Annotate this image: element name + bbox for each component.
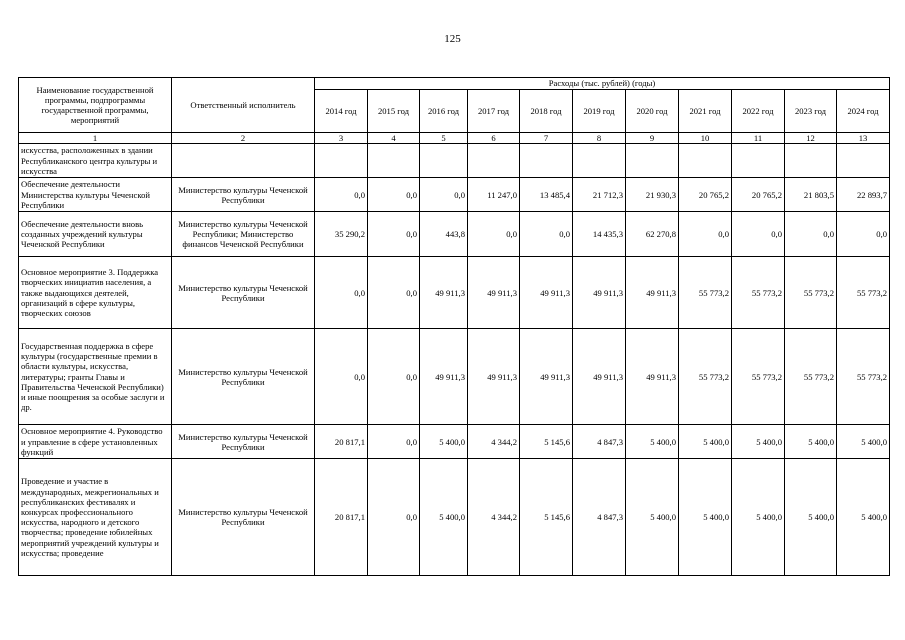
- row-value-cell: 11 247,0: [468, 178, 520, 212]
- row-value-cell: 0,0: [520, 212, 573, 257]
- row-value-cell: [732, 144, 785, 178]
- row-value-cell: 0,0: [315, 329, 368, 425]
- row-value-cell: 5 400,0: [732, 459, 785, 576]
- expenses-table: [18, 77, 890, 576]
- column-number: 10: [679, 133, 732, 144]
- row-value-cell: 0,0: [368, 178, 420, 212]
- row-value-cell: 5 400,0: [626, 459, 679, 576]
- column-number: 9: [626, 133, 679, 144]
- row-value-cell: 55 773,2: [732, 329, 785, 425]
- row-value-cell: 20 765,2: [732, 178, 785, 212]
- row-value-cell: 49 911,3: [626, 329, 679, 425]
- row-value-cell: 0,0: [368, 212, 420, 257]
- row-value-cell: 49 911,3: [573, 329, 626, 425]
- row-value-cell: 35 290,2: [315, 212, 368, 257]
- header-year: 2018 год: [520, 90, 573, 133]
- row-value-cell: 4 344,2: [468, 459, 520, 576]
- row-name-cell: Основное мероприятие 4. Руководство и управление в сфере установленных функций: [19, 425, 172, 459]
- column-number: 5: [420, 133, 468, 144]
- row-value-cell: [785, 144, 837, 178]
- row-value-cell: 0,0: [468, 212, 520, 257]
- row-value-cell: 49 911,3: [520, 329, 573, 425]
- row-value-cell: 55 773,2: [732, 257, 785, 329]
- row-value-cell: 0,0: [732, 212, 785, 257]
- row-value-cell: 55 773,2: [837, 257, 890, 329]
- row-value-cell: 5 400,0: [679, 425, 732, 459]
- table-row: [19, 144, 890, 178]
- row-executor-cell: Министерство культуры Чеченской Республики: [172, 178, 315, 212]
- column-number: 3: [315, 133, 368, 144]
- header-year: 2017 год: [468, 90, 520, 133]
- column-number: 4: [368, 133, 420, 144]
- row-value-cell: [573, 144, 626, 178]
- page-number: 125: [444, 33, 461, 45]
- row-value-cell: 14 435,3: [573, 212, 626, 257]
- row-value-cell: 21 712,3: [573, 178, 626, 212]
- row-value-cell: [420, 144, 468, 178]
- header-year: 2024 год: [837, 90, 890, 133]
- row-executor-cell: Министерство культуры Чеченской Республики: [172, 459, 315, 576]
- column-number: 1: [19, 133, 172, 144]
- row-value-cell: [837, 144, 890, 178]
- header-year: 2016 год: [420, 90, 468, 133]
- row-value-cell: [520, 144, 573, 178]
- table-body: [19, 144, 890, 576]
- row-value-cell: 20 817,1: [315, 425, 368, 459]
- header-expenses: Расходы (тыс. рублей) (годы): [315, 78, 890, 90]
- row-name-cell: Обеспечение деятельности Министерства культуры Чеченской Республики: [19, 178, 172, 212]
- row-value-cell: 21 803,5: [785, 178, 837, 212]
- row-value-cell: 443,8: [420, 212, 468, 257]
- column-number: 13: [837, 133, 890, 144]
- row-value-cell: 21 930,3: [626, 178, 679, 212]
- row-value-cell: 5 400,0: [420, 459, 468, 576]
- row-value-cell: 49 911,3: [468, 257, 520, 329]
- row-name-cell: Основное мероприятие 3. Поддержка творческих инициатив населения, а также выдающихся деятелей, организаций в сфере культуры, творческих союзов: [19, 257, 172, 329]
- row-value-cell: 5 400,0: [732, 425, 785, 459]
- table-row: [19, 459, 890, 576]
- row-value-cell: 0,0: [368, 459, 420, 576]
- column-number: 6: [468, 133, 520, 144]
- column-number: 11: [732, 133, 785, 144]
- header-name-column: Наименование государственной программы, подпрограммы государственной программы, мероприятий: [19, 78, 172, 133]
- row-value-cell: 13 485,4: [520, 178, 573, 212]
- row-value-cell: 0,0: [368, 425, 420, 459]
- row-value-cell: [468, 144, 520, 178]
- row-executor-cell: Министерство культуры Чеченской Республики: [172, 425, 315, 459]
- row-value-cell: 5 400,0: [626, 425, 679, 459]
- row-value-cell: [626, 144, 679, 178]
- header-year: 2023 год: [785, 90, 837, 133]
- table-row: [19, 212, 890, 257]
- row-value-cell: 49 911,3: [468, 329, 520, 425]
- header-year: 2022 год: [732, 90, 785, 133]
- row-value-cell: 4 847,3: [573, 459, 626, 576]
- row-value-cell: 5 400,0: [679, 459, 732, 576]
- header-year: 2015 год: [368, 90, 420, 133]
- row-value-cell: 5 400,0: [420, 425, 468, 459]
- table-row: [19, 257, 890, 329]
- row-value-cell: 55 773,2: [785, 329, 837, 425]
- table-row: [19, 178, 890, 212]
- row-value-cell: 0,0: [785, 212, 837, 257]
- row-value-cell: [315, 144, 368, 178]
- row-value-cell: [368, 144, 420, 178]
- row-value-cell: 5 145,6: [520, 425, 573, 459]
- column-number-row: [19, 133, 890, 144]
- row-value-cell: 55 773,2: [837, 329, 890, 425]
- row-value-cell: 55 773,2: [785, 257, 837, 329]
- table-row: [19, 425, 890, 459]
- row-value-cell: 5 400,0: [785, 459, 837, 576]
- column-number: 12: [785, 133, 837, 144]
- row-executor-cell: Министерство культуры Чеченской Республики: [172, 257, 315, 329]
- header-year: 2020 год: [626, 90, 679, 133]
- row-name-cell: Проведение и участие в международных, межрегиональных и республиканских фестивалях и конкурсах профессионального искусства, народного и детского творчества; проведение юбилейных мероприятий учреждений культуры и искусства; проведение: [19, 459, 172, 576]
- row-value-cell: 49 911,3: [420, 329, 468, 425]
- row-value-cell: 4 847,3: [573, 425, 626, 459]
- row-value-cell: 20 817,1: [315, 459, 368, 576]
- column-number: 7: [520, 133, 573, 144]
- row-value-cell: 55 773,2: [679, 257, 732, 329]
- row-value-cell: 0,0: [368, 257, 420, 329]
- header-year: 2014 год: [315, 90, 368, 133]
- row-name-cell: Государственная поддержка в сфере культуры (государственные премии в области культуры, искусства, литературы; гранты Главы и Правительства Чеченской Республики) и иные поощрения за особые заслуги и др.: [19, 329, 172, 425]
- row-value-cell: [679, 144, 732, 178]
- row-name-cell: искусства, расположенных в здании Республиканского центра культуры и искусства: [19, 144, 172, 178]
- row-executor-cell: Министерство культуры Чеченской Республики: [172, 329, 315, 425]
- header-executor-column: Ответственный исполнитель: [172, 78, 315, 133]
- row-value-cell: 0,0: [315, 178, 368, 212]
- row-value-cell: 5 400,0: [837, 459, 890, 576]
- row-value-cell: 0,0: [837, 212, 890, 257]
- table-row: [19, 329, 890, 425]
- row-value-cell: 0,0: [679, 212, 732, 257]
- row-value-cell: 49 911,3: [420, 257, 468, 329]
- row-value-cell: 49 911,3: [520, 257, 573, 329]
- header-year: 2021 год: [679, 90, 732, 133]
- row-value-cell: 5 400,0: [837, 425, 890, 459]
- row-value-cell: 49 911,3: [626, 257, 679, 329]
- row-value-cell: 62 270,8: [626, 212, 679, 257]
- row-value-cell: 5 400,0: [785, 425, 837, 459]
- row-value-cell: 22 893,7: [837, 178, 890, 212]
- row-value-cell: 5 145,6: [520, 459, 573, 576]
- header-year: 2019 год: [573, 90, 626, 133]
- row-executor-cell: [172, 144, 315, 178]
- row-value-cell: 0,0: [368, 329, 420, 425]
- column-number: 8: [573, 133, 626, 144]
- row-executor-cell: Министерство культуры Чеченской Республики; Министерство финансов Чеченской Республики: [172, 212, 315, 257]
- column-number: 2: [172, 133, 315, 144]
- row-value-cell: 0,0: [420, 178, 468, 212]
- row-value-cell: 49 911,3: [573, 257, 626, 329]
- row-name-cell: Обеспечение деятельности вновь созданных учреждений культуры Чеченской Республики: [19, 212, 172, 257]
- row-value-cell: 4 344,2: [468, 425, 520, 459]
- row-value-cell: 20 765,2: [679, 178, 732, 212]
- row-value-cell: 55 773,2: [679, 329, 732, 425]
- row-value-cell: 0,0: [315, 257, 368, 329]
